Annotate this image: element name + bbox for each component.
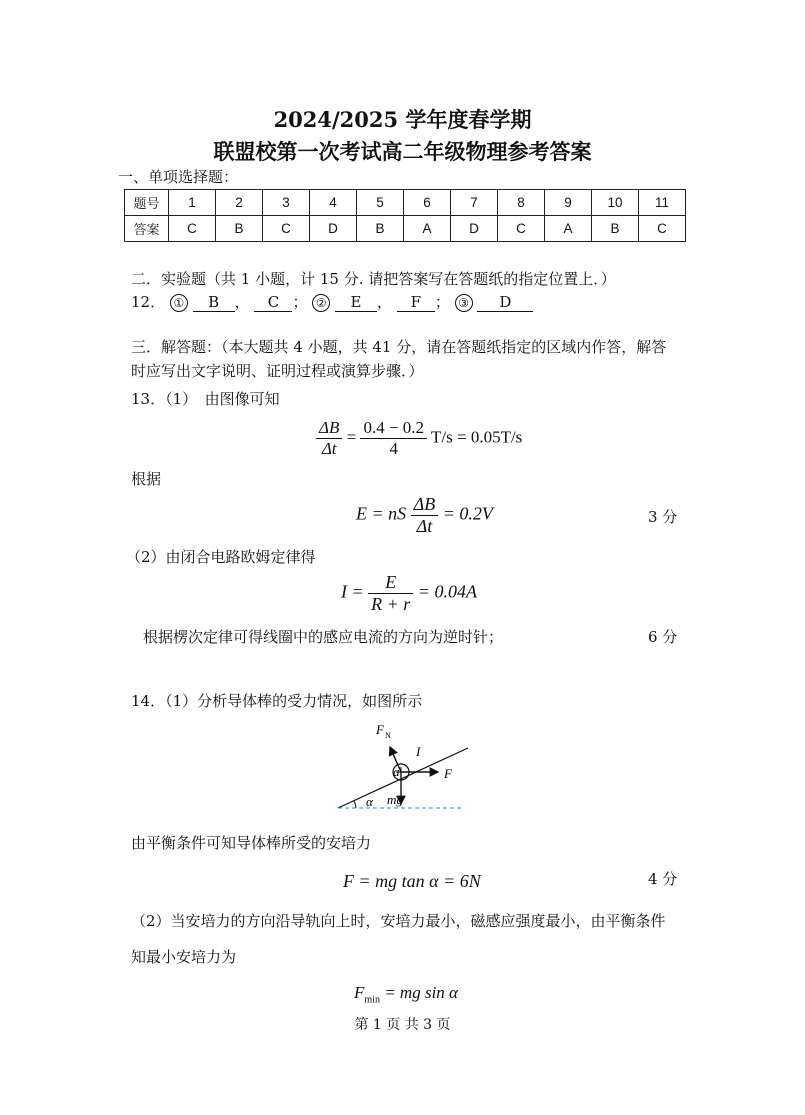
table-cell: B [357,216,404,242]
page-footer: 第 1 页 共 3 页 [354,1017,451,1033]
section-3-heading-2: 时应写出文字说明、证明过程或演算步骤．） [131,362,424,380]
label-fn: F [376,722,384,737]
table-cell: 8 [498,190,545,216]
table-header-answer: 答案 [125,216,169,242]
answer-blank: E [335,293,377,312]
answer-blank: B [193,293,235,312]
table-row-numbers [125,190,686,216]
table-cell: C [169,216,216,242]
q14-score-1: 4 分 [648,870,678,888]
q13-equation-2: E = nS $\frac{\Delta B}{\Delta t}$ = 0.2V [356,494,493,536]
mark-1: ① [170,294,188,312]
table-cell: 9 [545,190,592,216]
force-diagram [330,712,480,816]
q13-conclusion: 根据楞次定律可得线圈中的感应电流的方向为逆时针； [143,628,504,646]
label-f: F [444,766,452,781]
q14-equation-2: $F_{min}$ = mg sin α [354,983,458,1006]
table-header-number: 题号 [125,190,169,216]
table-cell: 7 [451,190,498,216]
table-cell: C [498,216,545,242]
table-cell: 10 [592,190,639,216]
mark-2: ② [312,294,330,312]
table-cell: 4 [310,190,357,216]
answer-blank: C [254,293,292,312]
q13-score-1: 3 分 [648,508,678,526]
section-3-heading-1: 三．解答题：（本大题共 4 小题，共 41 分，请在答题纸指定的区域内作答，解答 [131,338,667,356]
table-cell: A [545,216,592,242]
answer-blank: F [397,293,435,312]
q12-label: 12． [131,293,166,311]
table-cell: C [639,216,686,242]
table-cell: C [263,216,310,242]
table-cell: B [216,216,263,242]
table-cell: 5 [357,190,404,216]
title-line-2: 联盟校第一次考试高二年级物理参考答案 [213,139,592,164]
label-i: I [416,744,421,759]
label-alpha: α [366,794,373,809]
q13-label: 13．（1） 由图像可知 [131,390,280,408]
table-cell: 1 [169,190,216,216]
mark-3: ③ [455,294,473,312]
q14-balance: 由平衡条件可知导体棒所受的安培力 [131,834,372,852]
q13-part-2: （2）由闭合电路欧姆定律得 [126,548,316,566]
answer-blank: D [477,293,533,312]
q13-equation-3: I = $\frac{E}{R + r}$ = 0.04A [341,572,477,614]
q12-answers: 12． ① B ， C ； ② E ， F ； ③ D [131,291,533,312]
section-1-heading: 一、单项选择题： [118,168,239,186]
table-cell: D [310,216,357,242]
label-mg: mg [387,792,403,807]
table-cell: 6 [404,190,451,216]
angle-arc [354,801,356,808]
q14-part-2-line-2: 知最小安培力为 [131,948,237,966]
table-cell: B [592,216,639,242]
section-2-heading: 二．实验题（共 1 小题，计 15 分. 请把答案写在答题纸的指定位置上．） [131,270,616,288]
q13-score-2: 6 分 [648,628,678,646]
table-cell: 2 [216,190,263,216]
label-a: a [393,764,400,779]
answer-table [124,189,686,242]
q13-basis: 根据 [131,470,162,488]
table-cell: A [404,216,451,242]
label-fn-sub: N [385,731,391,740]
q14-equation-1: F = mg tan α = 6N [343,871,481,891]
table-cell: D [451,216,498,242]
table-cell: 11 [639,190,686,216]
q13-equation-1: $\frac{\Delta B}{\Delta t}$ = $\frac{0.4 - 0.2}{4}$ T/s = 0.05T/s [316,418,522,459]
q14-label: 14．（1）分析导体棒的受力情况，如图所示 [131,692,423,710]
table-row-answers [125,216,686,242]
title-line-1: 2024/2025 学年度春学期 [273,107,532,132]
table-cell: 3 [263,190,310,216]
q14-part-2-line-1: （2）当安培力的方向沿导轨向上时，安培力最小，磁感应强度最小，由平衡条件 [131,912,666,930]
